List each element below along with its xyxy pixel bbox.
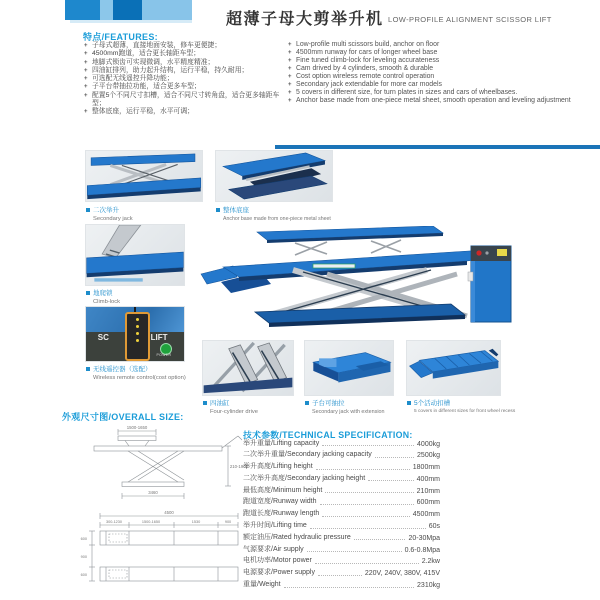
spec-label: 跑道宽度/Runway width — [243, 498, 317, 506]
page-title: 超薄子母大剪举升机 — [226, 11, 384, 28]
remote-lift-label: LIFT — [150, 332, 168, 342]
dotted-leader — [307, 551, 402, 552]
feature-text: 整体底座，运行平稳，水平可调； — [92, 108, 194, 116]
caption-cn: 四油缸 — [210, 400, 230, 407]
feature-item — [288, 81, 590, 89]
caption-anchor-base — [216, 205, 331, 222]
bullet-icon: + — [288, 82, 292, 88]
side-view-drawing — [80, 424, 250, 508]
spec-value: 4500mm — [412, 511, 440, 519]
caption-en: Anchor base made from one-piece metal sheet — [223, 215, 331, 222]
feature-item — [84, 92, 292, 109]
photo-five-covers — [406, 340, 501, 396]
feature-text: 5 covers in different size, for turn plates in sizes and cars of wheelbases. — [296, 89, 518, 96]
spec-label: 额定油压/Rated hydraulic pressure — [243, 533, 351, 541]
caption-bullet-icon — [407, 401, 411, 405]
spec-row — [243, 523, 440, 531]
feature-text: 4500mm跑道，适合更长轴距车型； — [92, 50, 201, 58]
dotted-leader — [368, 480, 413, 481]
spec-label: 二次举升高度/Secondary jacking height — [243, 474, 366, 482]
dotted-leader — [284, 587, 414, 588]
spec-value: 400mm — [416, 475, 440, 483]
jack-extension-illustration — [305, 341, 393, 395]
caption-bullet-icon — [203, 401, 207, 405]
feature-text: 子母式超薄，直接地面安装，修车更便捷； — [92, 42, 222, 49]
features-list-en — [288, 41, 590, 105]
caption-jack-extension — [305, 398, 385, 415]
page-subtitle: LOW-PROFILE ALIGNMENT SCISSOR LIFT — [388, 15, 552, 24]
feature-text: 四油缸排列，助力起升结构，运行平稳，持久耐用； — [92, 66, 249, 74]
bullet-icon: + — [84, 109, 88, 116]
bullet-icon: + — [84, 51, 88, 58]
bullet-icon: + — [84, 43, 88, 49]
spec-value: 210mm — [416, 487, 440, 495]
climb-lock-illustration — [86, 225, 184, 285]
feature-text: 4500mm runway for cars of longer wheel base — [296, 49, 438, 56]
spec-label: 气源要求/Air supply — [243, 545, 304, 553]
bullet-icon: + — [84, 92, 88, 99]
caption-bullet-icon — [216, 208, 220, 212]
spec-value: 4000kg — [417, 440, 440, 448]
header-strip — [70, 20, 192, 23]
spec-label: 二次举升重量/Secondary jacking capacity — [243, 451, 372, 459]
dotted-leader — [310, 528, 426, 529]
photo-wireless-remote — [85, 306, 185, 362]
header-block-mid-blue — [65, 0, 100, 20]
divider-line — [275, 145, 600, 149]
feature-item — [288, 49, 590, 57]
bullet-icon: + — [288, 50, 292, 56]
spec-value: 2500kg — [417, 452, 440, 460]
five-covers-illustration — [407, 341, 500, 395]
caption-en: 5 covers in different sizes for front wheel recess — [414, 408, 516, 414]
spec-row — [243, 534, 440, 542]
spec-row — [243, 582, 440, 590]
dotted-leader — [354, 539, 406, 540]
feature-item — [288, 97, 590, 105]
feature-item — [84, 50, 292, 58]
dim-segment: 1500-1650 — [141, 520, 161, 524]
spec-row — [243, 570, 440, 578]
feature-text: Secondary jack extendable for more car models — [296, 81, 442, 88]
caption-bullet-icon — [86, 291, 90, 295]
dim-total-length: 4500 — [164, 510, 174, 515]
spec-value: 60s — [428, 523, 440, 531]
bullet-icon: + — [84, 59, 88, 66]
dotted-leader — [315, 563, 419, 564]
spec-row — [243, 558, 440, 566]
spec-label: 跑道长度/Runway length — [243, 510, 320, 518]
caption-four-cylinder — [203, 398, 258, 415]
feature-text: Cost option wireless remote control operation — [296, 73, 435, 80]
power-label: POWER — [156, 353, 172, 358]
spec-label: 举升重量/Lifting capacity — [243, 439, 320, 447]
feature-text: Cam drived by 4 cylinders, smooth & durable — [296, 65, 434, 72]
bullet-icon: + — [288, 74, 292, 80]
bullet-icon: + — [288, 98, 292, 104]
photo-anchor-base — [215, 150, 333, 202]
feature-item — [288, 65, 590, 73]
feature-text: 地脚式锁齿可实现微调，水平精度精准； — [92, 58, 215, 66]
spec-value: 220V, 240V, 380V, 415V — [364, 570, 440, 578]
overall-size-heading: 外观尺寸图/OVERALL SIZE: — [62, 412, 184, 422]
caption-bullet-icon — [86, 208, 90, 212]
spec-row — [243, 452, 440, 460]
secondary-jack-illustration — [86, 151, 202, 201]
dim-base-length: 3460 — [148, 490, 158, 495]
header-block-dark-blue — [113, 0, 142, 20]
spec-value: 0.6-0.8Mpa — [404, 546, 440, 554]
four-cylinder-illustration — [203, 341, 293, 395]
spec-row — [243, 546, 440, 554]
feature-text: 可选配无线遥控升降功能； — [92, 75, 174, 83]
photo-secondary-jack — [85, 150, 203, 202]
dim-segment: 1530 — [191, 520, 201, 524]
bullet-icon: + — [288, 58, 292, 64]
features-list-cn — [84, 42, 292, 117]
feature-item — [288, 89, 590, 97]
bullet-icon: + — [288, 90, 292, 96]
spec-label: 电机功率/Motor power — [243, 557, 312, 565]
photo-four-cylinder — [202, 340, 294, 396]
remote-button-icon — [136, 332, 140, 336]
caption-cn: 地爬锁 — [93, 290, 113, 297]
anchor-base-illustration — [216, 151, 332, 201]
spec-label: 举升时间/Lifting time — [243, 522, 307, 530]
spec-value: 20-30Mpa — [408, 534, 440, 542]
remote-sc-label: SC — [97, 332, 109, 342]
spec-table — [243, 440, 440, 593]
spec-row — [243, 487, 440, 495]
spec-value: 600mm — [416, 499, 440, 507]
caption-cn: 无线遥控器（选配） — [93, 366, 152, 373]
spec-row — [243, 499, 440, 507]
header-block-light-blue-2 — [142, 0, 192, 20]
dim-segment: 900 — [224, 520, 232, 524]
feature-item — [84, 83, 292, 91]
bullet-icon: + — [288, 66, 292, 72]
plan-view-drawing — [70, 508, 245, 596]
spec-label: 电源要求/Power supply — [243, 569, 315, 577]
dotted-leader — [316, 469, 410, 470]
photo-climb-lock — [85, 224, 185, 286]
feature-item — [84, 59, 292, 67]
remote-control-device — [125, 312, 150, 361]
caption-climb-lock — [86, 288, 120, 305]
bullet-icon: + — [84, 67, 88, 74]
feature-text: Fine tuned climb-lock for leveling accurateness — [296, 57, 440, 64]
dim-gap-width: 900 — [80, 555, 87, 559]
dotted-leader — [322, 516, 410, 517]
dim-segment: 300-1230 — [105, 520, 123, 524]
bullet-icon: + — [84, 76, 88, 83]
remote-button-icon — [136, 325, 140, 329]
caption-cn: 二次举升 — [93, 207, 119, 214]
caption-five-covers — [407, 398, 515, 414]
caption-cn: 子台可抽拉 — [312, 400, 345, 407]
caption-cn: 5个活动扣槽 — [414, 400, 451, 407]
spec-label: 最低高度/Minimum height — [243, 486, 323, 494]
spec-row — [243, 464, 440, 472]
dim-secondary-width: 1500-1650 — [126, 425, 148, 430]
dotted-leader — [325, 492, 413, 493]
feature-item — [288, 73, 590, 81]
dim-runway-width: 600 — [80, 573, 87, 577]
caption-cn: 整体底座 — [223, 207, 249, 214]
photo-jack-extension — [304, 340, 394, 396]
dim-height-range: 210-1900 — [229, 464, 248, 469]
spec-label: 重量/Weight — [243, 581, 281, 589]
caption-wireless-remote — [86, 364, 186, 381]
caption-secondary-jack — [86, 205, 133, 222]
spec-value: 2310kg — [417, 582, 440, 590]
feature-item — [84, 67, 292, 75]
dotted-leader — [318, 575, 362, 576]
caption-en: Secondary jack — [93, 215, 133, 222]
feature-text: 配置5个不同尺寸扣槽，适合不同尺寸转角盘，适合更多轴距车型； — [92, 91, 280, 108]
caption-bullet-icon — [305, 401, 309, 405]
features-heading: 特点/FEATURES: — [83, 32, 158, 42]
bullet-icon: + — [84, 84, 88, 91]
dotted-leader — [375, 457, 414, 458]
remote-button-icon — [136, 339, 140, 343]
feature-item — [288, 57, 590, 65]
feature-item — [84, 108, 292, 116]
header-block-light-blue — [100, 0, 113, 20]
spec-row — [243, 511, 440, 519]
feature-text: Anchor base made from one-piece metal sheet, smooth operation and leveling adjustment — [296, 97, 571, 104]
caption-en: Four-cylinder drive — [210, 408, 258, 415]
caption-en: Wireless remote control(cost option) — [93, 374, 186, 381]
caption-en: Secondary jack with extension — [312, 408, 385, 415]
feature-text: 子平台带抽拉功能，适合更多车型； — [92, 83, 201, 91]
dotted-leader — [320, 504, 414, 505]
spec-row — [243, 440, 440, 448]
spec-value: 2.2kw — [421, 558, 440, 566]
spec-value: 1800mm — [412, 464, 440, 472]
dotted-leader — [322, 445, 414, 446]
spec-row — [243, 475, 440, 483]
remote-button-icon — [136, 318, 140, 322]
caption-bullet-icon — [86, 367, 90, 371]
bullet-icon: + — [288, 42, 292, 48]
spec-label: 举升高度/Lifting height — [243, 463, 313, 471]
feature-text: Low-profile multi scissors build, anchor on floor — [296, 41, 440, 48]
caption-en: Climb-lock — [93, 298, 121, 305]
feature-item — [288, 41, 590, 49]
dim-runway-width: 600 — [80, 537, 87, 541]
spec-heading: 技术参数/TECHNICAL SPECIFICATION: — [243, 430, 413, 440]
main-lift-photo — [195, 226, 547, 328]
